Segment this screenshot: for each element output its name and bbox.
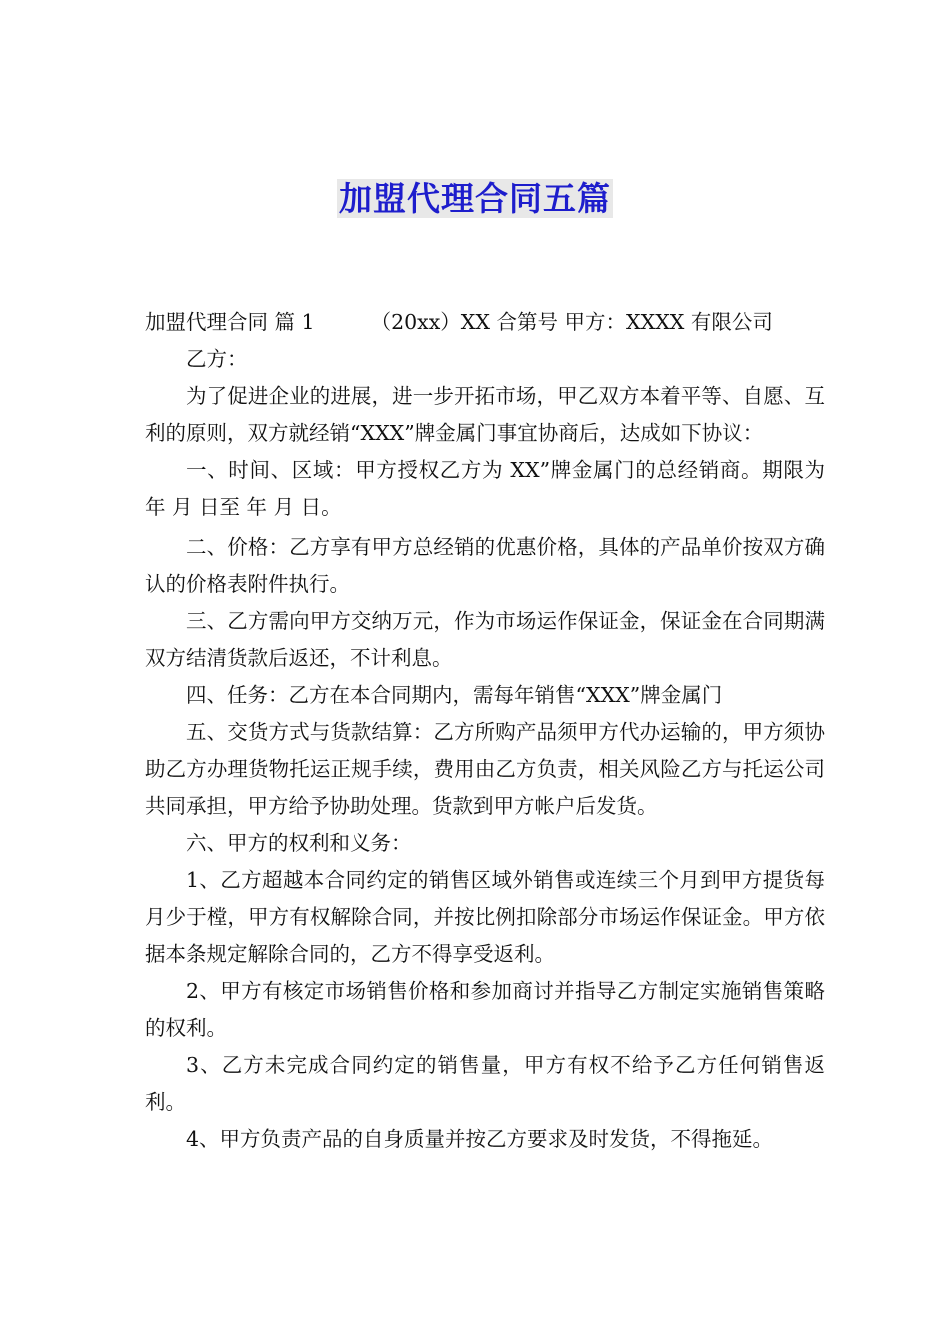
- section-label: 加盟代理合同 篇 1: [145, 310, 315, 334]
- paragraph: 二、价格：乙方享有甲方总经销的优惠价格，具体的产品单价按双方确认的价格表附件执行。: [145, 535, 825, 596]
- document-body: [145, 304, 825, 1158]
- paragraph: 三、乙方需向甲方交纳万元，作为市场运作保证金，保证金在合同期满双方结清货款后返还，不计利息。: [145, 609, 825, 670]
- document-title: 加盟代理合同五篇: [339, 179, 611, 218]
- paragraph: 五、交货方式与货款结算：乙方所购产品须甲方代办运输的，甲方须协助乙方办理货物托运正规手续，费用由乙方负责，相关风险乙方与托运公司共同承担，甲方给予协助处理。货款到甲方帐户后发货。: [145, 720, 825, 818]
- paragraph: 2、甲方有核定市场销售价格和参加商讨并指导乙方制定实施销售策略的权利。: [145, 979, 825, 1040]
- paragraph: 六、甲方的权利和义务：: [186, 831, 412, 855]
- paragraph: 四、任务：乙方在本合同期内，需每年销售“XXX”牌金属门: [186, 683, 723, 707]
- paragraph: 4、甲方负责产品的自身质量并按乙方要求及时发货，不得拖延。: [186, 1127, 774, 1151]
- paragraph: 乙方：: [186, 347, 248, 371]
- paragraph: 1、乙方超越本合同约定的销售区域外销售或连续三个月到甲方提货每月少于樘，甲方有权解除合同，并按比例扣除部分市场运作保证金。甲方依据本条规定解除合同的，乙方不得享受返利。: [145, 868, 825, 966]
- contract-number: （20xx）XX 合第号 甲方：XXXX 有限公司: [370, 310, 773, 334]
- contract-header-line: [145, 304, 825, 341]
- paragraph: 为了促进企业的进展，进一步开拓市场，甲乙双方本着平等、自愿、互利的原则，双方就经销“XXX”牌金属门事宜协商后，达成如下协议：: [145, 384, 825, 445]
- paragraph: 3、乙方未完成合同约定的销售量，甲方有权不给予乙方任何销售返利。: [145, 1053, 825, 1114]
- paragraph: 一、时间、区域：甲方授权乙方为 XX”牌金属门的总经销商。期限为 年 月 日至 年 月 日。: [145, 458, 825, 519]
